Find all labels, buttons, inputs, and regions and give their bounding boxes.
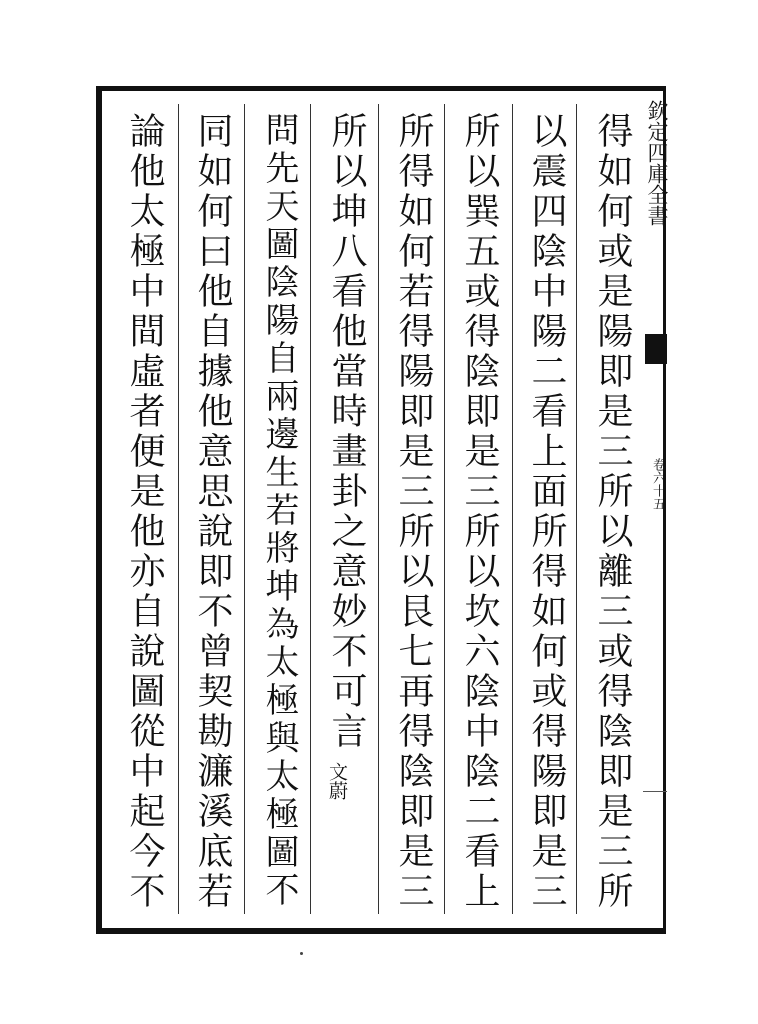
margin-strip [645,86,669,934]
ink-speck [300,952,303,955]
text-column-3: 所以巽五或得陰即是三所以坎六陰中陰二看上 [459,112,500,912]
text-column-5: 所以坤八看他當時畫卦之意妙不可言 [326,112,367,752]
text-column-2: 以震四陰中陽二看上面所得如何或得陽即是三 [526,112,567,912]
column-rule [378,104,379,914]
text-column-1: 得如何或是陽即是三所以離三或得陰即是三所 [592,112,633,912]
fishtail-mark [645,334,667,364]
text-column-8: 論他太極中間虛者便是他亦自說圖從中起今不 [124,112,165,912]
book-title: 欽定四庫全書 [645,100,669,226]
margin-rule [643,791,667,792]
column-rule [244,104,245,914]
speaker-note: 文蔚 [326,762,348,800]
text-column-4: 所得如何若得陽即是三所以艮七再得陰即是三 [393,112,434,912]
text-column-6: 問先天圖陰陽自兩邊生若將坤為太極與太極圖不 [259,112,299,910]
column-rule [512,104,513,914]
column-rule [178,104,179,914]
text-column-7: 同如何曰他自據他意思說即不曾契勘濂溪底若 [192,112,233,912]
volume-label: 卷六十五 [650,458,665,510]
